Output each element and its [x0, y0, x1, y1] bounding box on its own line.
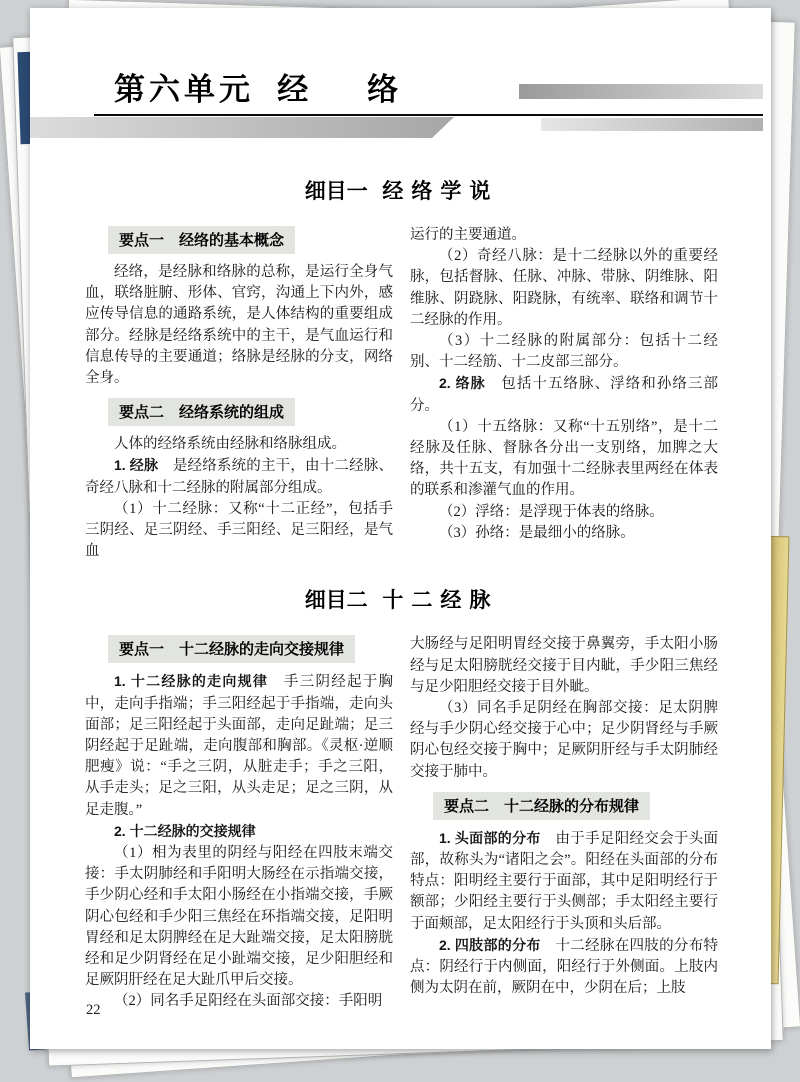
- two-column-layout: [85, 225, 718, 562]
- unit-label: 第六单元: [114, 72, 254, 107]
- decorative-bar-right-bottom: [541, 118, 763, 131]
- page-number: 22: [86, 1002, 101, 1018]
- paragraph: （2）奇经八脉：是十二经脉以外的重要经脉，包括督脉、任脉、冲脉、带脉、阴维脉、阳维脉、阴跷脉、阳跷脉，有统率、联络和调节十二经脉的作用。: [410, 248, 718, 328]
- paragraph: （1）相为表里的阴经与阳经在四肢末端交接：手太阴肺经和手阳明大肠经在示指端交接，手少阴心经和手太阳小肠经在小指端交接，手厥阴心包经和手少阳三焦经在环指端交接，足阳明胃经和足太阴脾经在足大趾端交接，足太阳膀胱经和足少阴肾经在足小趾端交接，足少阳胆经和足厥阴肝经在足大趾爪甲后交接。: [85, 845, 393, 989]
- section-name: 十二经脉: [382, 588, 499, 613]
- paragraph-lead: 2. 十二经脉的交接规律: [114, 822, 256, 839]
- section-twelve-meridians: [85, 584, 718, 1012]
- unit-name: 经络: [277, 72, 458, 107]
- section-label: 细目一: [304, 179, 368, 203]
- paragraph-lead: 1. 十二经脉的走向规律: [114, 673, 269, 690]
- keypoint-heading: [410, 792, 718, 820]
- paragraph-lead: 2. 络脉: [439, 375, 486, 392]
- section-name: 经络学说: [382, 179, 499, 203]
- paragraph: （3）同名手足阴经在胸部交接：足太阴脾经与手少阴心经交接于心中；足少阴肾经与手厥阴心包经交接于胸中；足厥阴肝经与手太阴肺经交接于肺中。: [410, 700, 718, 780]
- textbook-page: [30, 8, 771, 1049]
- decorative-bar-left: [30, 117, 454, 138]
- page-content: [85, 173, 718, 1013]
- paragraph: 1. 头面部的分布 由于手足阳经交会于头面部，故称头为“诸阳之会”。阳经在头面部的分布特点：阳明经主要行于面部，其中足阳明经行于额部；少阳经主要行于头侧部；手太阳经主要行于面颊部，足太阳经行于头顶和头后部。: [410, 829, 718, 932]
- header-rule: [94, 114, 763, 116]
- section-label: 细目二: [304, 588, 368, 613]
- section-title: [85, 175, 718, 205]
- right-column: [410, 225, 718, 544]
- paragraph: 1. 经脉 是经络系统的主干，由十二经脉、奇经八脉和十二经脉的附属部分组成。: [85, 457, 393, 496]
- paragraph: 经络，是经脉和络脉的总称，是运行全身气血，联络脏腑、形体、官窍，沟通上下内外，感应传导信息的通路系统，是人体结构的重要组成部分。经脉是经络系统中的主干，是气血运行和信息传导的主要通道；络脉是经脉的分支，网络全身。: [85, 264, 393, 387]
- keypoint-heading: [85, 635, 393, 663]
- section-jingluo-theory: [85, 175, 718, 562]
- paragraph: 1. 十二经脉的走向规律 手三阴经起于胸中，走向手指端；手三阳经起于手指端，走向头面部；足三阳经起于头面部，走向足趾端；足三阴经起于足趾端，走向腹部和胸部。《灵枢·逆顺肥瘦》说：“手之三阴，从脏走手；手之三阳，从手走头；足之三阳，从头走足；足之三阴，从足走腹。”: [85, 673, 393, 818]
- paragraph: （2）同名手足阳经在头面部交接：手阳明: [114, 993, 383, 1010]
- paragraph: 大肠经与足阳明胃经交接于鼻翼旁，手太阳小肠经与足太阳膀胱经交接于目内眦，手少阳三焦经与足少阳胆经交接于目外眦。: [410, 636, 718, 695]
- right-column: [410, 634, 718, 999]
- two-column-layout: [85, 634, 718, 1012]
- left-column: [85, 225, 393, 562]
- paragraph: （1）十二经脉：又称“十二正经”，包括手三阴经、足三阴经、手三阳经、足三阳经，是气血: [85, 500, 393, 560]
- keypoint-box: 要点二 经络系统的组成: [108, 398, 295, 426]
- paragraph: 运行的主要通道。: [410, 227, 526, 243]
- decorative-bar-right-top: [519, 84, 763, 99]
- paragraph: 2. 四肢部的分布 十二经脉在四肢的分布特点：阴经行于内侧面，阳经行于外侧面。上肢内侧为太阴在前，厥阴在中，少阴在后；上肢: [410, 936, 718, 997]
- paragraph: （3）孙络：是最细小的络脉。: [439, 524, 635, 541]
- keypoint-heading: [85, 398, 393, 426]
- paragraph-lead: 2. 四肢部的分布: [439, 936, 541, 953]
- left-column: [85, 634, 393, 1012]
- paragraph: （2）浮络：是浮现于体表的络脉。: [439, 503, 664, 520]
- keypoint-heading: [85, 226, 393, 254]
- paragraph: 2. 络脉 包括十五络脉、浮络和孙络三部分。: [410, 375, 718, 414]
- keypoint-box: 要点一 经络的基本概念: [108, 226, 295, 254]
- paragraph-lead: 1. 头面部的分布: [439, 829, 541, 846]
- keypoint-box: 要点一 十二经脉的走向交接规律: [108, 635, 355, 663]
- paragraph: （1）十五络脉：又称“十五别络”，是十二经脉及任脉、督脉各分出一支别络，加脾之大络，共十五支，有加强十二经脉表里两经在体表的联系和渗灌气血的作用。: [410, 418, 718, 499]
- paragraph-lead: 1. 经脉: [114, 457, 159, 474]
- paragraph: [85, 821, 393, 843]
- keypoint-box: 要点二 十二经脉的分布规律: [433, 792, 650, 820]
- unit-title: [114, 64, 457, 109]
- section-title: [85, 584, 718, 614]
- paragraph: （3）十二经脉的附属部分：包括十二经别、十二经筋、十二皮部三部分。: [410, 333, 718, 371]
- paragraph: 人体的经络系统由经脉和络脉组成。: [114, 436, 346, 453]
